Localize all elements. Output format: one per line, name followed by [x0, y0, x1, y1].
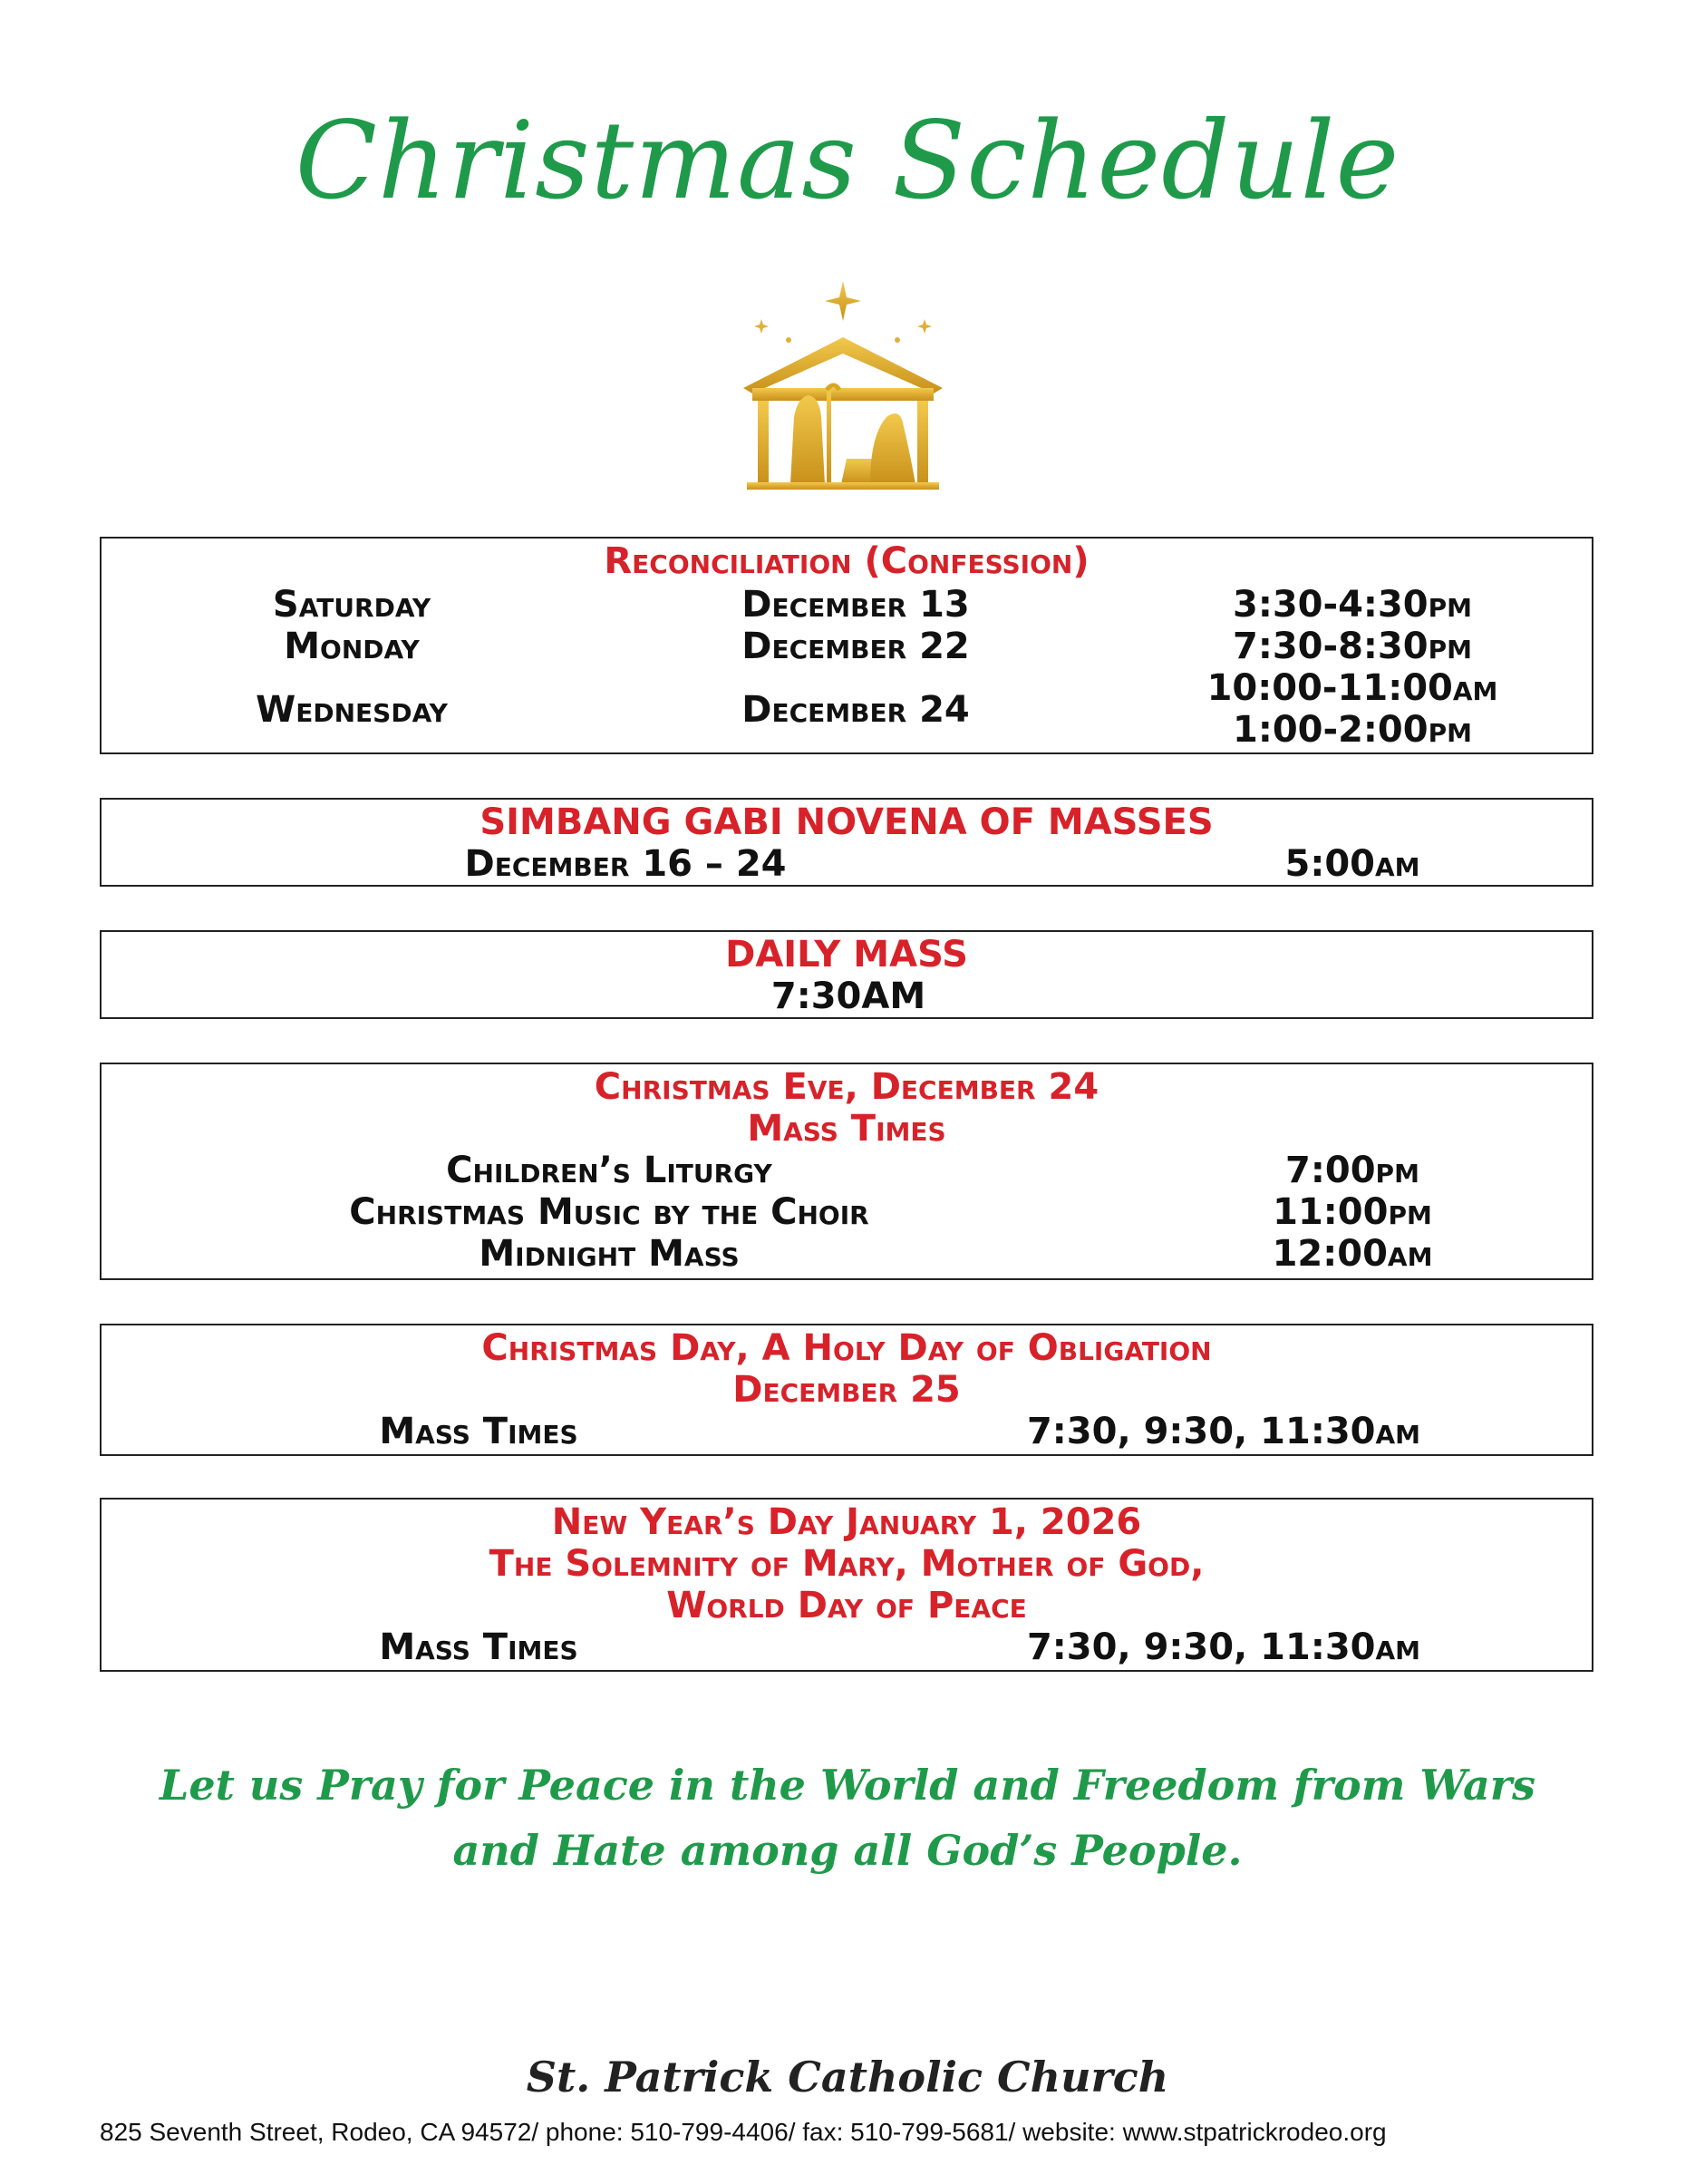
new-year-box: [100, 1498, 1593, 1672]
simbang-gabi-heading: SIMBANG GABI NOVENA OF MASSES: [479, 801, 1214, 843]
reconciliation-heading: Reconciliation (Confession): [604, 540, 1090, 582]
reconciliation-box: [100, 537, 1593, 754]
new-year-heading: New Year’s Day January 1, 2026: [551, 1501, 1142, 1543]
prayer-line-2: and Hate among all God’s People.: [452, 1826, 1243, 1875]
reconciliation-date: December 13: [741, 584, 970, 626]
christmas-eve-service: Midnight Mass: [479, 1233, 740, 1275]
new-year-label: Mass Times: [379, 1626, 578, 1668]
reconciliation-time: 10:00-11:00am: [1206, 667, 1498, 709]
reconciliation-date: December 22: [741, 626, 970, 667]
new-year-times: 7:30, 9:30, 11:30am: [1026, 1626, 1421, 1668]
footer-contact: 825 Seventh Street, Rodeo, CA 94572/ phone: 510-799-4406/ fax: 510-799-5681/ website: www.stpatrickrodeo.org: [100, 2118, 1387, 2146]
new-year-peace-day: World Day of Peace: [666, 1585, 1027, 1626]
simbang-gabi-box: [100, 798, 1593, 887]
daily-mass-box: [100, 930, 1593, 1019]
simbang-gabi-dates: December 16 – 24: [464, 843, 787, 885]
christmas-eve-subheading: Mass Times: [747, 1108, 946, 1150]
christmas-day-label: Mass Times: [379, 1411, 578, 1452]
christmas-eve-service: Children’s Liturgy: [446, 1150, 772, 1191]
reconciliation-day: Saturday: [272, 584, 431, 626]
christmas-eve-time: 7:00pm: [1285, 1150, 1419, 1191]
daily-mass-time: 7:30AM: [770, 976, 926, 1017]
christmas-day-heading: Christmas Day, A Holy Day of Obligation: [481, 1327, 1212, 1369]
reconciliation-time: 1:00-2:00pm: [1233, 709, 1472, 751]
christmas-eve-box: [100, 1063, 1593, 1280]
reconciliation-time: 7:30-8:30pm: [1233, 626, 1472, 667]
reconciliation-date: December 24: [741, 689, 970, 731]
church-name: St. Patrick Catholic Church: [526, 2053, 1169, 2101]
reconciliation-day: Wednesday: [256, 689, 448, 731]
daily-mass-heading: DAILY MASS: [725, 934, 968, 976]
christmas-eve-service: Christmas Music by the Choir: [349, 1191, 869, 1233]
nativity-scene-icon: [734, 281, 952, 490]
new-year-solemnity: The Solemnity of Mary, Mother of God,: [489, 1543, 1205, 1585]
page-title: Christmas Schedule: [295, 98, 1400, 223]
prayer-line-1: Let us Pray for Peace in the World and Freedom from Wars: [160, 1761, 1535, 1810]
reconciliation-time: 3:30-4:30pm: [1233, 584, 1472, 626]
christmas-eve-heading: Christmas Eve, December 24: [594, 1066, 1099, 1108]
christmas-day-times: 7:30, 9:30, 11:30am: [1026, 1411, 1421, 1452]
christmas-day-box: [100, 1324, 1593, 1456]
reconciliation-day: Monday: [284, 626, 420, 667]
christmas-eve-time: 11:00pm: [1273, 1191, 1432, 1233]
christmas-eve-time: 12:00am: [1272, 1233, 1433, 1275]
christmas-day-date: December 25: [732, 1369, 961, 1411]
simbang-gabi-time: 5:00am: [1284, 843, 1420, 885]
